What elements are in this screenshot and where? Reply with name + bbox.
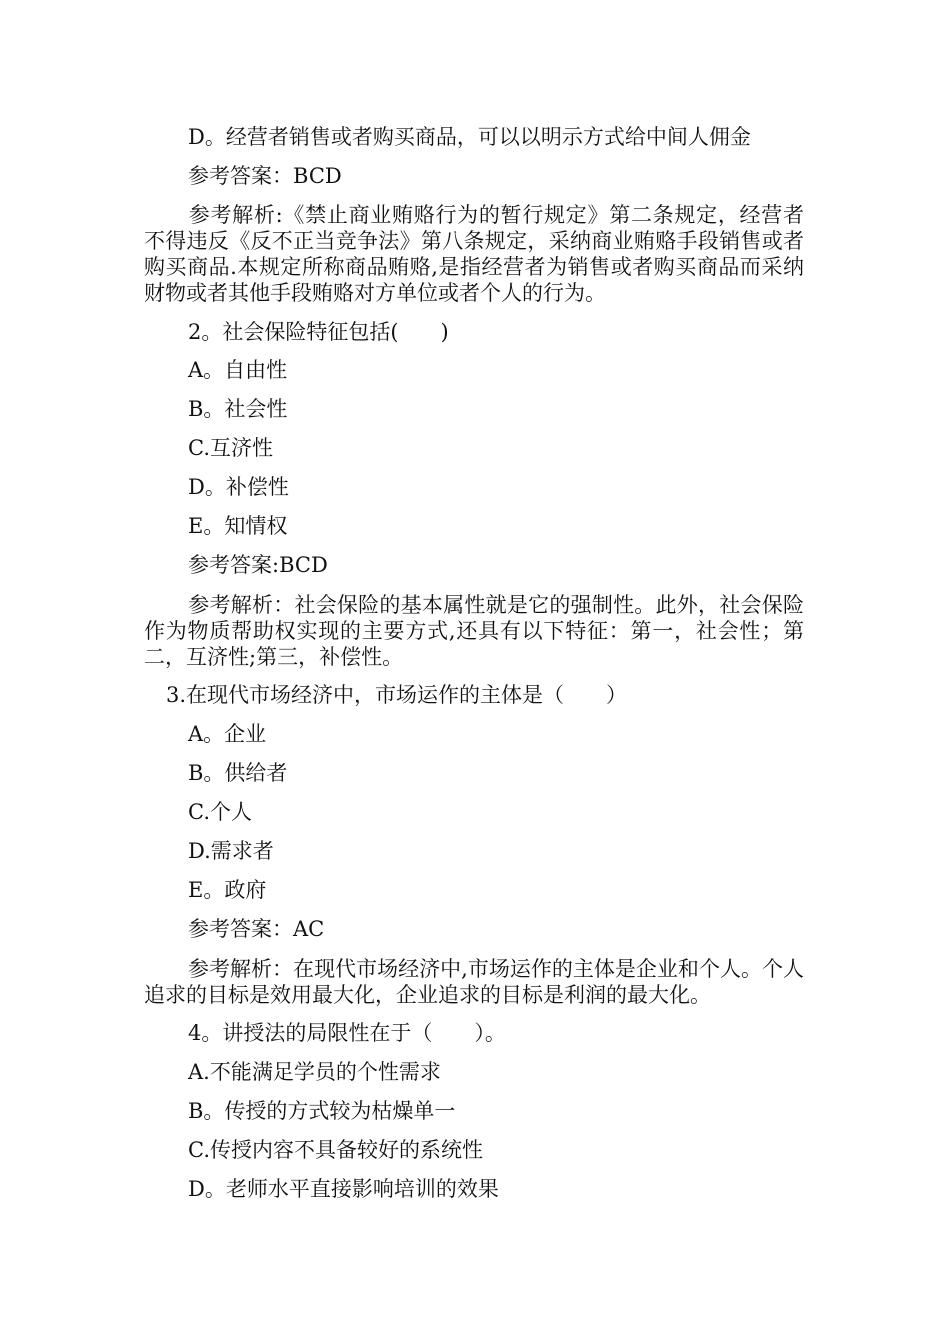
q3-option-a: A。企业 [188,722,267,746]
q4-option-c: C.传授内容不具备较好的系统性 [188,1138,483,1162]
q2-analysis [144,592,804,670]
q2-option-a: A。自由性 [188,358,288,382]
q3-option-e: E。政府 [188,878,267,902]
q1-analysis [144,202,804,306]
q2-question: 2。社会保险特征包括( ) [188,320,449,344]
q3-analysis-text: 参考解析：在现代市场经济中,市场运作的主体是企业和个人。个人追求的目标是效用最大化，企业追求的目标是利润的最大化。 [144,957,804,1007]
q2-analysis-text: 参考解析：社会保险的基本属性就是它的强制性。此外，社会保险作为物质帮助权实现的主要方式,还具有以下特征：第一，社会性；第二，互济性;第三，补偿性。 [144,593,804,669]
q3-option-d: D.需求者 [188,839,274,863]
q3-option-b: B。供给者 [188,761,288,785]
q2-option-b: B。社会性 [188,397,288,421]
q4-option-b: B。传授的方式较为枯燥单一 [188,1099,456,1123]
q3-answer: 参考答案：AC [188,917,325,941]
q3-question: 3.在现代市场经济中，市场运作的主体是（ ） [166,683,628,707]
q1-option-d: D。经营者销售或者购买商品，可以以明示方式给中间人佣金 [188,125,751,149]
q1-answer: 参考答案：BCD [188,164,342,188]
q3-analysis [144,956,804,1008]
q1-analysis-text: 参考解析:《禁止商业贿赂行为的暂行规定》第二条规定，经营者不得违反《反不正当竞争法》第八条规定，采纳商业贿赂手段销售或者购买商品.本规定所称商品贿赂,是指经营者为销售或者购买商品而采纳财物或者其他手段贿赂对方单位或者个人的行为。 [144,203,804,305]
q2-option-c: C.互济性 [188,436,273,460]
q2-option-d: D。补偿性 [188,475,289,499]
q4-question: 4。讲授法的局限性在于（ ）。 [188,1021,506,1045]
q2-answer: 参考答案:BCD [188,553,328,577]
q2-option-e: E。知情权 [188,514,288,538]
q3-option-c: C.个人 [188,800,252,824]
q4-option-d: D。老师水平直接影响培训的效果 [188,1177,499,1201]
q4-option-a: A.不能满足学员的个性需求 [188,1060,441,1084]
